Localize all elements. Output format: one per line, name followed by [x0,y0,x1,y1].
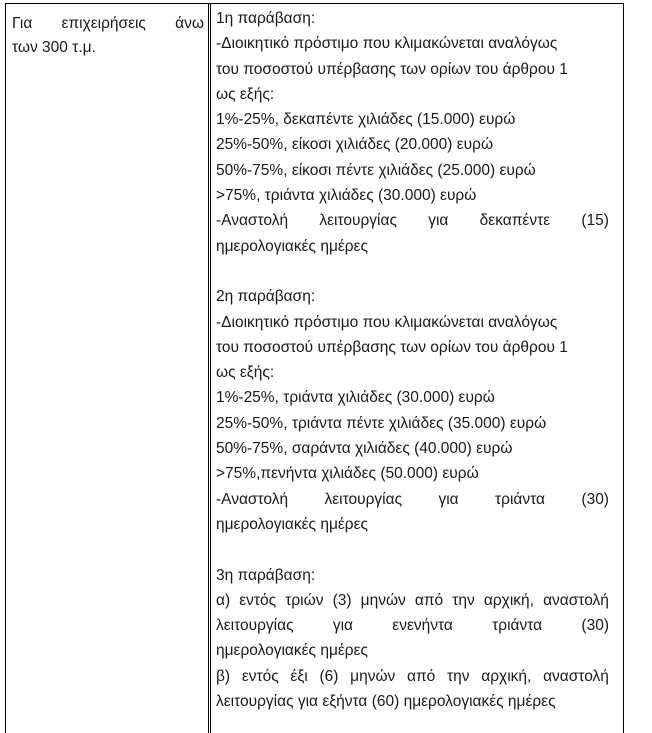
first-fine-tier: 25%-50%, είκοσι χιλιάδες (20.000) ευρώ [216,136,494,154]
first-fine-intro: ως εξής: [216,85,275,103]
category-word: άνω [175,15,204,32]
second-fine-intro: του ποσοστού υπέρβασης των ορίων του άρθρου 1 [216,338,568,356]
case-word: από [414,591,444,609]
category-line-2: των 300 τ.μ. [12,39,96,56]
second-fine-tier: 1%-25%, τριάντα χιλιάδες (30.000) ευρώ [216,389,495,407]
case-word: εντός [241,667,279,685]
case-word: τριών [285,591,324,609]
third-case-a-days: ημερολογιακές ημέρες [216,642,368,660]
case-word: α) [216,591,231,609]
third-violation-heading: 3η παράβαση: [216,566,316,584]
second-fine-tier: 25%-50%, τριάντα πέντε χιλιάδες (35.000) ευρώ [216,414,547,432]
case-word: εντός [239,591,277,609]
case-word: από [407,667,436,685]
case-word: (3) [332,591,352,609]
case-word: μηνών [360,591,406,609]
second-fine-intro: -Διοικητικό πρόστιμο που κλιμακώνεται αναλόγως [216,313,558,331]
third-case-b [216,664,609,689]
first-fine-tier: >75%, τριάντα χιλιάδες (30.000) ευρώ [216,187,477,205]
case-word: την [447,667,470,685]
suspension-word: για [428,212,449,230]
suspension-word: λειτουργίας [324,490,403,508]
second-suspension [216,487,609,512]
case-word: αρχική, [481,667,532,685]
second-violation-heading: 2η παράβαση: [216,288,316,306]
category-word: επιχειρήσεις [61,15,146,32]
table-cell-category [6,4,211,733]
suspension-word: για [438,490,459,508]
first-suspension [216,208,609,233]
suspension-word: λειτουργίας [319,212,397,230]
case-word: για [332,617,353,635]
case-word: αρχική, [483,591,534,609]
case-word: λειτουργίας [216,617,294,635]
case-word: τριάντα [492,617,543,635]
first-suspension-days: ημερολογιακές ημέρες [216,237,368,255]
category-word: Για [12,15,33,32]
third-case-a-cont [216,613,609,638]
second-fine-tier: >75%,πενήντα χιλιάδες (50.000) ευρώ [216,465,479,483]
third-case-a [216,588,609,613]
first-fine-intro: -Διοικητικό πρόστιμο που κλιμακώνεται αναλόγως [216,35,558,53]
case-word: ενενήντα [392,617,453,635]
suspension-word: δεκαπέντε [479,212,551,230]
suspension-word: (30) [581,490,609,508]
suspension-word: -Αναστολή [216,212,289,230]
second-fine-intro: ως εξής: [216,364,275,382]
case-word: την [452,591,475,609]
suspension-word: -Αναστολή [216,490,289,508]
case-word: μηνών [350,667,396,685]
section-spacer [216,259,609,284]
suspension-word: τριάντα [495,490,545,508]
penalty-table [5,3,624,733]
second-suspension-days: ημερολογιακές ημέρες [216,515,368,533]
section-spacer [216,537,609,562]
case-word: (30) [581,617,609,635]
case-word: αναστολή [543,667,609,685]
case-word: έξι [290,667,308,685]
table-cell-penalties [211,4,623,733]
first-fine-intro: του ποσοστού υπέρβασης των ορίων του άρθρου 1 [216,60,568,78]
category-line-1 [12,12,204,36]
suspension-word: (15) [581,212,609,230]
first-fine-tier: 1%-25%, δεκαπέντε χιλιάδες (15.000) ευρώ [216,111,516,129]
second-fine-tier: 50%-75%, σαράντα χιλιάδες (40.000) ευρώ [216,440,513,458]
case-word: β) [216,667,231,685]
case-word: (6) [319,667,339,685]
first-fine-tier: 50%-75%, είκοσι πέντε χιλιάδες (25.000) ευρώ [216,161,536,179]
first-violation-heading: 1η παράβαση: [216,10,316,27]
case-word: αναστολή [543,591,609,609]
third-case-b-cont: λειτουργίας για εξήντα (60) ημερολογιακές ημέρες [216,693,556,711]
